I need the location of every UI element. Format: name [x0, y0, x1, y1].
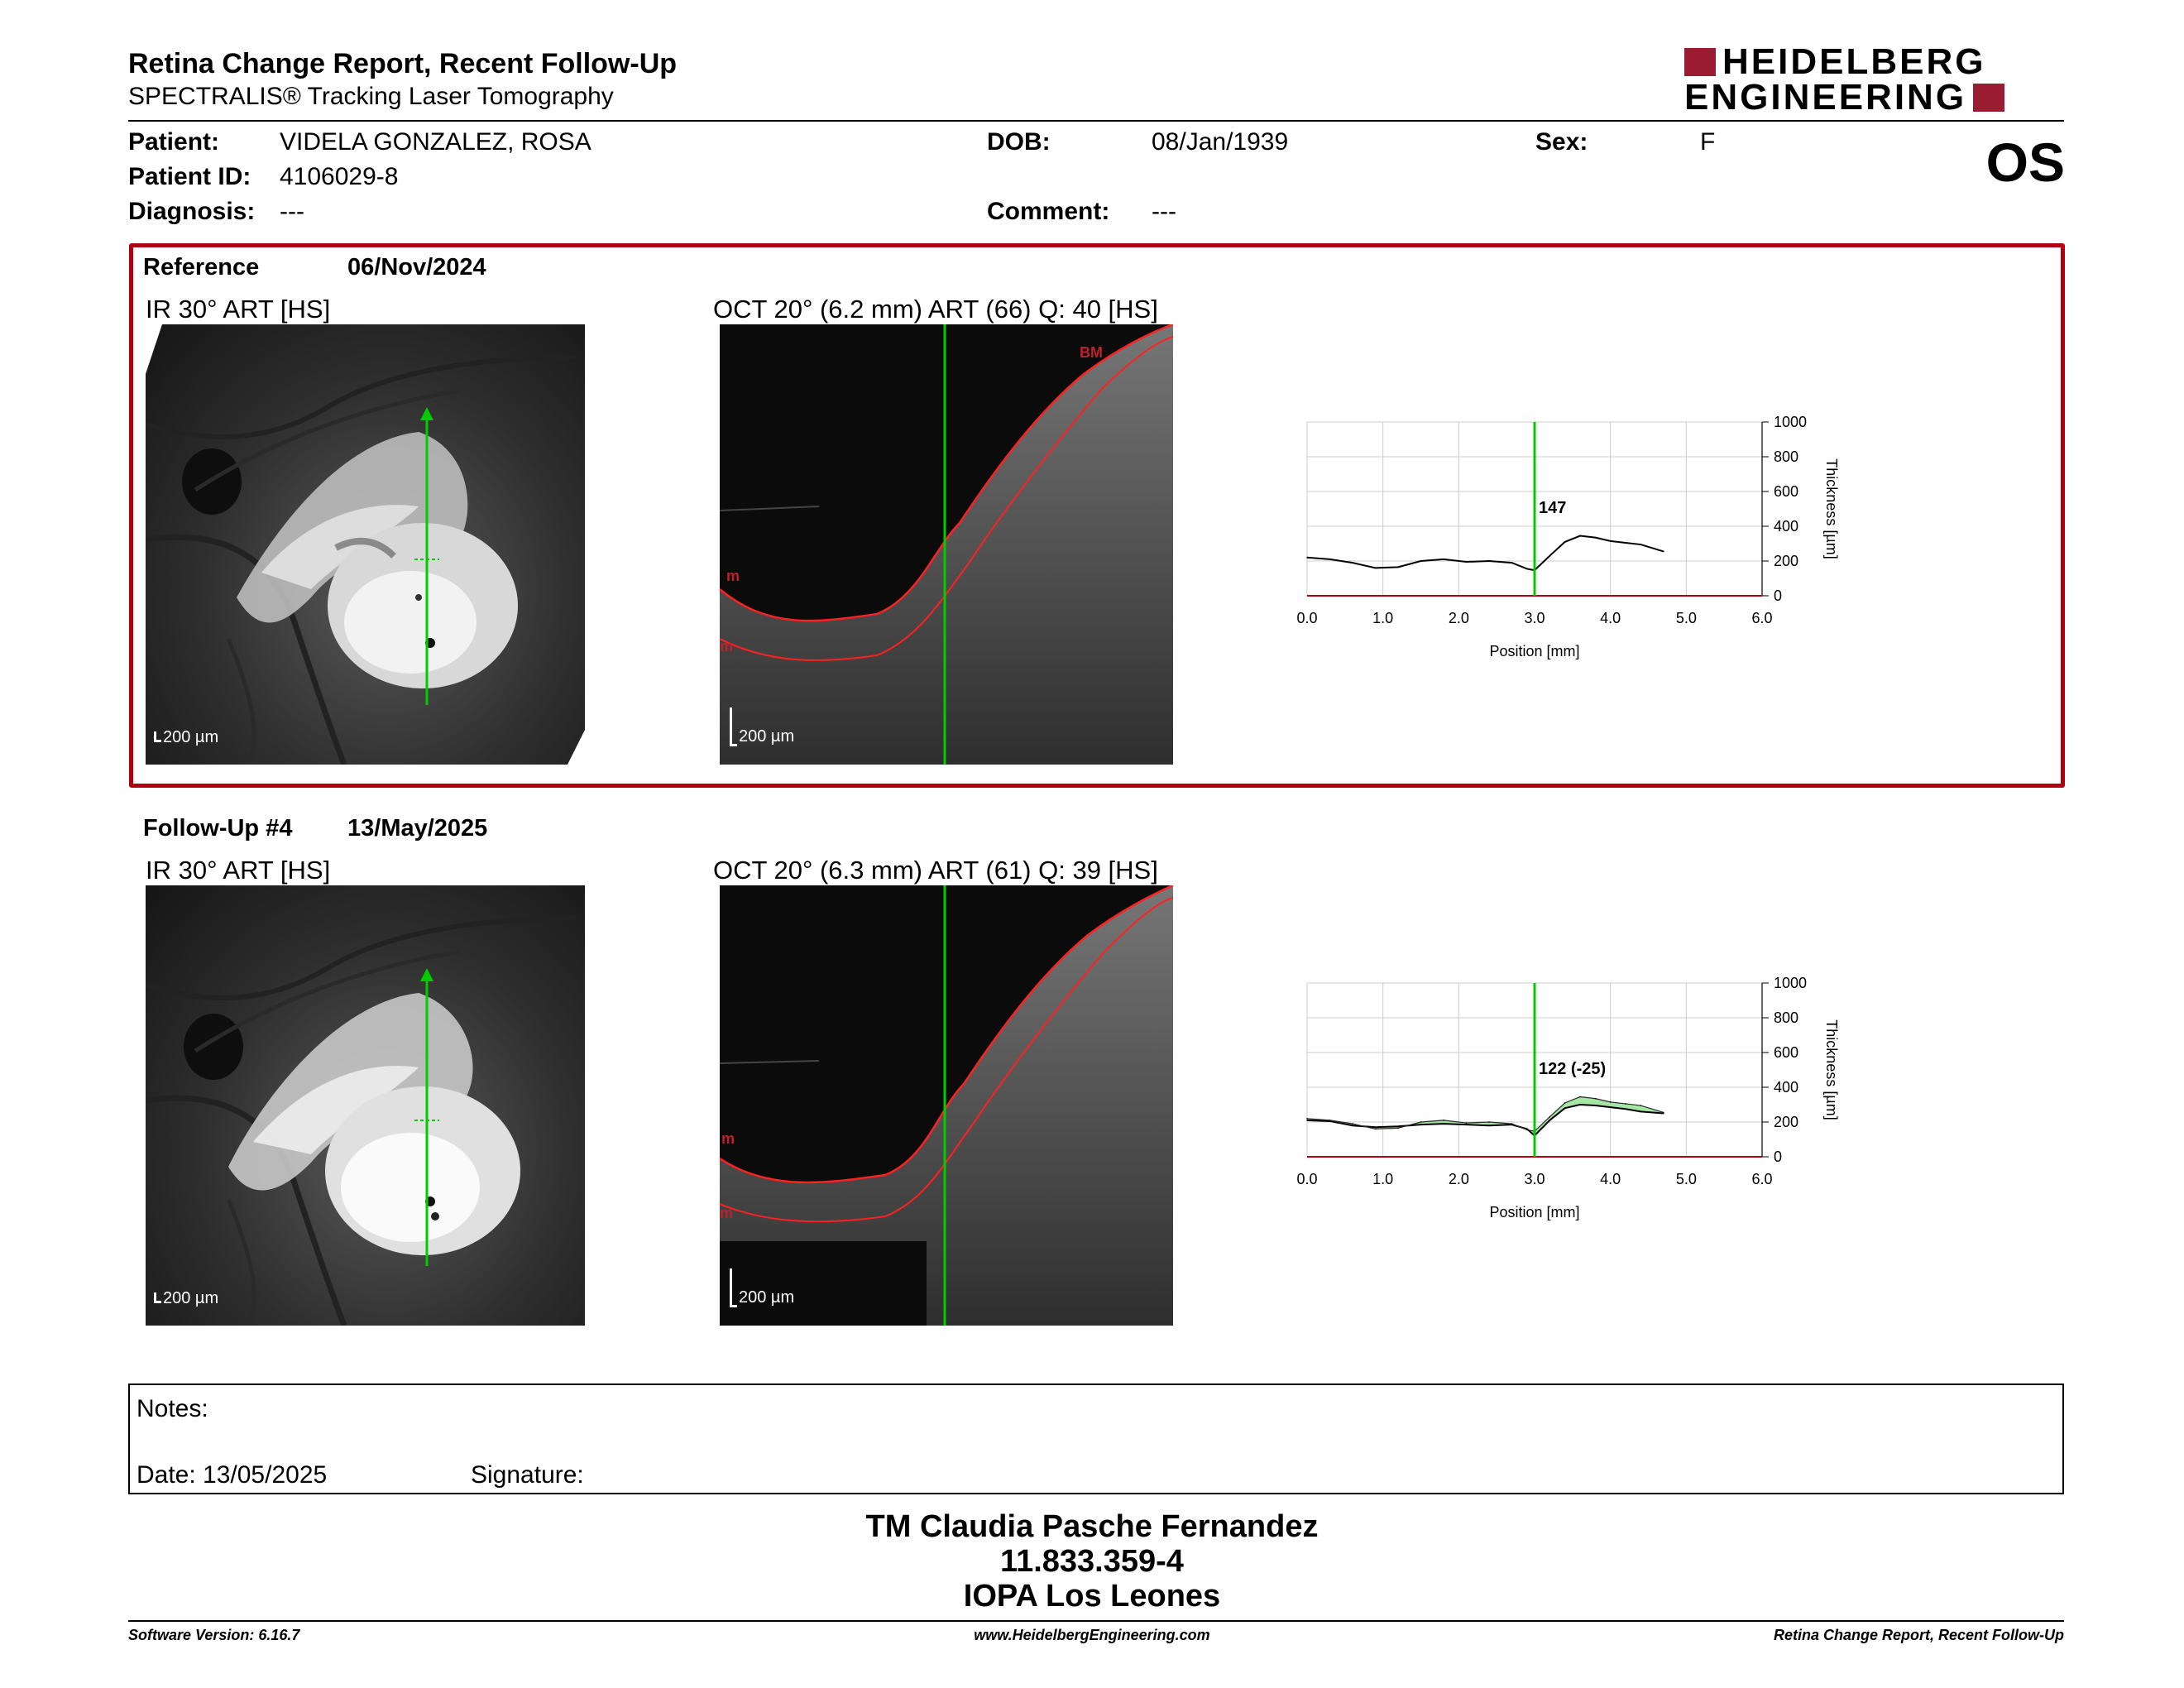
y-tick-label: 800 [1774, 448, 1799, 465]
data-point [1443, 559, 1444, 560]
data-point [1397, 1128, 1399, 1129]
scale-bar-icon [730, 1268, 737, 1307]
y-axis-label: Thickness [µm] [1823, 1019, 1840, 1120]
scale-bar-icon [154, 731, 161, 742]
followup-label: Follow-Up #4 [143, 815, 293, 842]
fundus-graphic [146, 885, 585, 1326]
data-point [1375, 568, 1377, 569]
y-tick-label: 600 [1774, 483, 1799, 500]
data-point [1595, 1105, 1597, 1106]
rpe-marker: m [720, 1205, 734, 1221]
data-point [1352, 562, 1353, 563]
rpe-marker: m [720, 638, 734, 655]
scale-label: 200 µm [739, 727, 795, 746]
signature-label[interactable]: Signature: [471, 1461, 584, 1489]
y-tick-label: 600 [1774, 1044, 1799, 1061]
data-point [1511, 1123, 1513, 1125]
x-tick-label: 0.0 [1296, 1171, 1318, 1187]
y-tick-label: 400 [1774, 518, 1799, 535]
data-point [1329, 1120, 1331, 1121]
data-point [1640, 1105, 1642, 1106]
x-tick-label: 2.0 [1448, 1171, 1469, 1187]
ir-image-title: IR 30° ART [HS] [146, 295, 331, 324]
x-axis-label: Position [mm] [1489, 643, 1580, 659]
scale-label: 200 µm [163, 728, 219, 746]
data-point [1306, 1120, 1308, 1121]
thickness-chart-followup [1291, 971, 1853, 1244]
data-point [1610, 1106, 1612, 1108]
data-point [1420, 1121, 1422, 1123]
data-point [1511, 562, 1513, 563]
data-point [1526, 568, 1528, 570]
diagnosis-label: Diagnosis: [128, 198, 256, 225]
signer-name: TM Claudia Pasche Fernandez [865, 1509, 1319, 1544]
signer-institution: IOPA Los Leones [963, 1579, 1221, 1614]
x-axis-label: Position [mm] [1489, 1204, 1580, 1220]
data-point [1375, 1127, 1377, 1129]
data-point [1640, 1111, 1642, 1113]
data-point [1352, 1123, 1353, 1125]
oct-graphic [720, 885, 1173, 1326]
data-point [1466, 1124, 1468, 1125]
x-tick-label: 3.0 [1524, 610, 1545, 626]
notes-box [128, 1383, 2064, 1494]
comment-label: Comment: [987, 198, 1110, 225]
x-tick-label: 5.0 [1675, 1171, 1697, 1187]
x-tick-label: 6.0 [1751, 1171, 1773, 1187]
x-tick-label: 0.0 [1296, 610, 1318, 626]
heidelberg-logo [1684, 41, 2065, 117]
data-point [1595, 1098, 1597, 1100]
scale-bar-icon [154, 1292, 161, 1303]
data-point [1663, 551, 1664, 553]
report-title: Retina Change Report, Recent Follow-Up [128, 48, 678, 79]
y-tick-label: 400 [1774, 1079, 1799, 1096]
ilm-marker: m [721, 1130, 735, 1147]
dob-label: DOB: [987, 128, 1051, 156]
y-axis-label: Thickness [µm] [1823, 458, 1840, 559]
x-tick-label: 6.0 [1751, 610, 1773, 626]
patient-id-label: Patient ID: [128, 163, 251, 190]
data-point [1329, 559, 1331, 560]
x-tick-label: 5.0 [1675, 610, 1697, 626]
patient-id: 4106029-8 [280, 163, 399, 190]
data-point [1420, 560, 1422, 562]
data-point [1579, 1096, 1581, 1098]
y-tick-label: 1000 [1774, 414, 1808, 430]
signer-id: 11.833.359-4 [1000, 1544, 1184, 1579]
patient-label: Patient: [128, 128, 220, 156]
y-tick-label: 0 [1774, 1149, 1783, 1165]
website-link[interactable]: www.HeidelbergEngineering.com [974, 1627, 1210, 1643]
header-divider [128, 120, 2064, 122]
x-tick-label: 1.0 [1372, 1171, 1394, 1187]
logo-square-icon [1973, 84, 2004, 112]
data-point [1397, 567, 1399, 568]
y-tick-label: 800 [1774, 1009, 1799, 1026]
oct-bscan-image [720, 324, 1173, 765]
data-point [1420, 1124, 1422, 1125]
data-point [1610, 540, 1612, 542]
data-point [1488, 1125, 1490, 1126]
data-point [1564, 1107, 1566, 1109]
scale-label: 200 µm [739, 1288, 795, 1307]
data-point [1466, 1122, 1468, 1124]
x-tick-label: 2.0 [1448, 610, 1469, 626]
y-tick-label: 1000 [1774, 975, 1808, 991]
data-point [1610, 1101, 1612, 1103]
y-tick-label: 0 [1774, 587, 1783, 604]
bm-marker: BM [1080, 344, 1103, 361]
data-point [1488, 560, 1490, 562]
notes-label: Notes: [136, 1395, 208, 1422]
patient-name: VIDELA GONZALEZ, ROSA [280, 128, 592, 156]
data-point [1443, 1123, 1444, 1125]
diagnosis-value: --- [280, 198, 304, 225]
data-point [1306, 557, 1308, 559]
report-subtitle: SPECTRALIS® Tracking Laser Tomography [128, 83, 614, 110]
data-point [1564, 541, 1566, 543]
data-point [1640, 544, 1642, 545]
chart-value-label: 147 [1539, 499, 1567, 517]
reference-date: 06/Nov/2024 [347, 254, 486, 281]
data-point [1549, 1116, 1551, 1118]
oct-image-title: OCT 20° (6.3 mm) ART (61) Q: 39 [HS] [713, 856, 1158, 885]
data-point [1663, 1112, 1664, 1114]
followup-date: 13/May/2025 [347, 815, 488, 842]
data-point [1306, 1118, 1308, 1120]
ir-image-title: IR 30° ART [HS] [146, 856, 331, 885]
x-tick-label: 4.0 [1600, 1171, 1621, 1187]
logo-line1: HEIDELBERG [1722, 41, 1986, 82]
eye-indicator: OS [1985, 132, 2065, 193]
y-tick-label: 200 [1774, 553, 1799, 569]
data-point [1625, 1103, 1626, 1105]
sex-value: F [1700, 128, 1716, 156]
x-tick-label: 1.0 [1372, 610, 1394, 626]
data-point [1397, 1125, 1399, 1127]
ir-fundus-image [146, 885, 585, 1326]
data-point [1625, 542, 1626, 544]
x-tick-label: 4.0 [1600, 610, 1621, 626]
thickness-chart-reference [1291, 410, 1853, 683]
data-point [1549, 1120, 1551, 1121]
sex-label: Sex: [1535, 128, 1588, 156]
dob-value: 08/Jan/1939 [1152, 128, 1289, 156]
data-point [1352, 1125, 1353, 1126]
ir-fundus-image [146, 324, 585, 765]
scale-label: 200 µm [163, 1289, 219, 1307]
fundus-graphic [146, 324, 585, 765]
x-tick-label: 3.0 [1524, 1171, 1545, 1187]
chart-value-label: 122 (-25) [1539, 1060, 1607, 1078]
logo-line2: ENGINEERING [1684, 77, 1967, 117]
logo-square-icon [1684, 48, 1716, 76]
data-point [1549, 555, 1551, 557]
notes-date: Date: 13/05/2025 [136, 1461, 328, 1489]
data-point [1375, 1129, 1377, 1130]
data-point [1443, 1120, 1444, 1121]
software-version: Software Version: 6.16.7 [128, 1627, 300, 1643]
ilm-marker: m [726, 568, 740, 584]
data-point [1526, 1129, 1528, 1131]
oct-bscan-image [720, 885, 1173, 1326]
data-point [1595, 537, 1597, 539]
data-point [1625, 1108, 1626, 1110]
oct-image-title: OCT 20° (6.2 mm) ART (66) Q: 40 [HS] [713, 295, 1158, 324]
data-point [1466, 561, 1468, 563]
data-point [1488, 1121, 1490, 1123]
comment-value: --- [1152, 198, 1176, 225]
y-tick-label: 200 [1774, 1114, 1799, 1130]
footer-report-name: Retina Change Report, Recent Follow-Up [1773, 1627, 2064, 1643]
scale-bar-icon [730, 707, 737, 746]
data-point [1564, 1102, 1566, 1104]
data-point [1579, 1104, 1581, 1105]
reference-label: Reference [143, 254, 260, 281]
footer-divider [128, 1620, 2064, 1622]
oct-graphic [720, 324, 1173, 765]
data-point [1579, 535, 1581, 537]
